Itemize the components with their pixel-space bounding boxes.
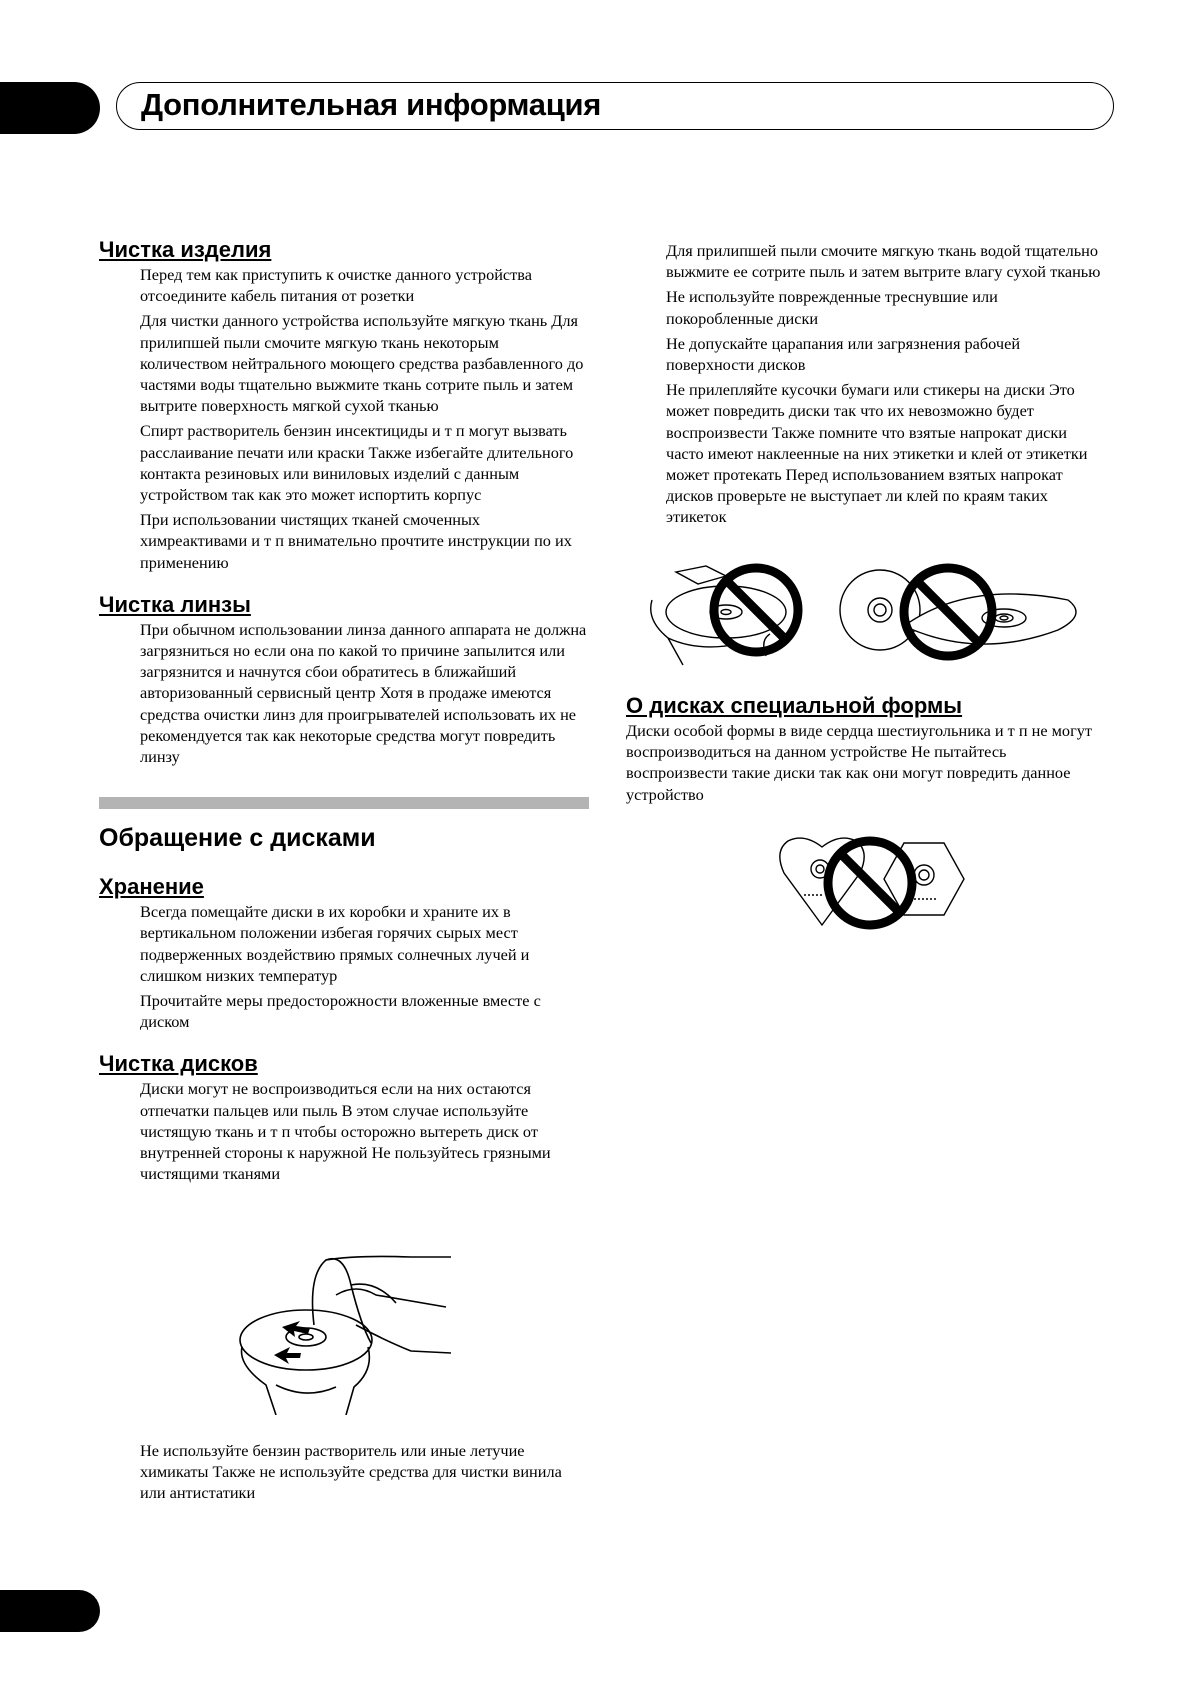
- disc-cleaning-illustration: [236, 1255, 451, 1415]
- paragraph: Для прилипшей пыли смочите мягкую ткань водой тщательно выжмите ее сотрите пыль и затем вытрите влагу сухой тканью: [666, 241, 1101, 282]
- page-number-tab: [0, 1590, 100, 1632]
- right-column: [666, 240, 1106, 532]
- paragraph: Диски могут не воспроизводиться если на них остаются отпечатки пальцев или пыль В этом случае используйте чистящую ткань и т п чтобы осторожно вытереть диск от внутренней стороны к наружной Не пользуйтесь грязными чистящими тканями: [140, 1079, 551, 1184]
- paragraph: Всегда помещайте диски в их коробки и храните их в вертикальном положении избегая горячих сырых мест подверженных воздействию прямых солнечных лучей и слишком низких температур: [140, 902, 530, 985]
- heading-special-discs: О дисках специальной формы: [626, 693, 963, 718]
- paragraph: Не используйте бензин растворитель или иные летучие химикаты Также не используйте средства для чистки винила или антистатики: [140, 1441, 562, 1503]
- heading-cleaning-discs: Чистка дисков: [99, 1051, 258, 1077]
- paragraph: Перед тем как приступить к очистке данного устройства отсоедините кабель питания от розетки: [140, 265, 532, 306]
- page-title: Дополнительная информация: [141, 87, 602, 122]
- chapter-tab: [0, 82, 100, 134]
- section-divider: [99, 797, 589, 809]
- paragraph: При использовании чистящих тканей смоченных химреактивами и т п внимательно прочтите инструкции по их применению: [140, 510, 572, 572]
- paragraph: Спирт растворитель бензин инсектициды и т п могут вызвать расслаивание печати или краски Также избегайте длительного контакта резиновых или виниловых изделий с данным устройством так как это может испортить корпус: [140, 421, 574, 505]
- paragraph: Прочитайте меры предосторожности вложенные вместе с диском: [140, 991, 541, 1032]
- special-shape-disc-illustration: [774, 833, 968, 933]
- paragraph: При обычном использовании линза данного аппарата не должна загрязниться но если она по какой то причине запылится или загрязнится и начнутся сбои обратитесь в ближайший авторизованный сервисный центр Хотя в продаже имеются средства очистки линз для проигрывателей использовать их не рекомендуется так как некоторые средства могут повредить линзу: [140, 619, 587, 767]
- heading-disc-handling: Обращение с дисками: [99, 824, 376, 853]
- special-discs-section: [626, 692, 1106, 809]
- disc-damage-illustration: [648, 560, 1106, 670]
- heading-storage: Хранение: [99, 874, 204, 900]
- paragraph: Не используйте поврежденные треснувшие или покоробленные диски: [666, 287, 998, 328]
- left-column: [99, 236, 589, 1189]
- cleaning-discs-after: [140, 1440, 590, 1508]
- heading-cleaning-product: Чистка изделия: [99, 237, 272, 262]
- paragraph: Диски особой формы в виде сердца шестиугольника и т п не могут воспроизводиться на данном устройстве Не пытайтесь воспроизвести такие диски так как они могут повредить данное устройство: [626, 721, 1093, 804]
- heading-cleaning-lens: Чистка линзы: [99, 591, 251, 617]
- paragraph: Для чистки данного устройства используйте мягкую ткань Для прилипшей пыли смочите мягкую ткань некоторым количеством нейтрального моющего средства разбавленного до частями воды тщательно выжмите ткань сотрите пыль и затем вытрите поверхность мягкой сухой тканью: [140, 311, 584, 416]
- paragraph: Не прилепляйте кусочки бумаги или стикеры на диски Это может повредить диски так что их невозможно будет воспроизвести Также помните что взятые напрокат диски часто имеют наклеенные на них этикетки и клей от этикетки может протекать Перед использованием взятых напрокат дисков проверьте не выступает ли клей по краям таких этикеток: [666, 380, 1088, 527]
- header-frame: [116, 82, 1114, 130]
- paragraph: Не допускайте царапания или загрязнения рабочей поверхности дисков: [666, 333, 1021, 375]
